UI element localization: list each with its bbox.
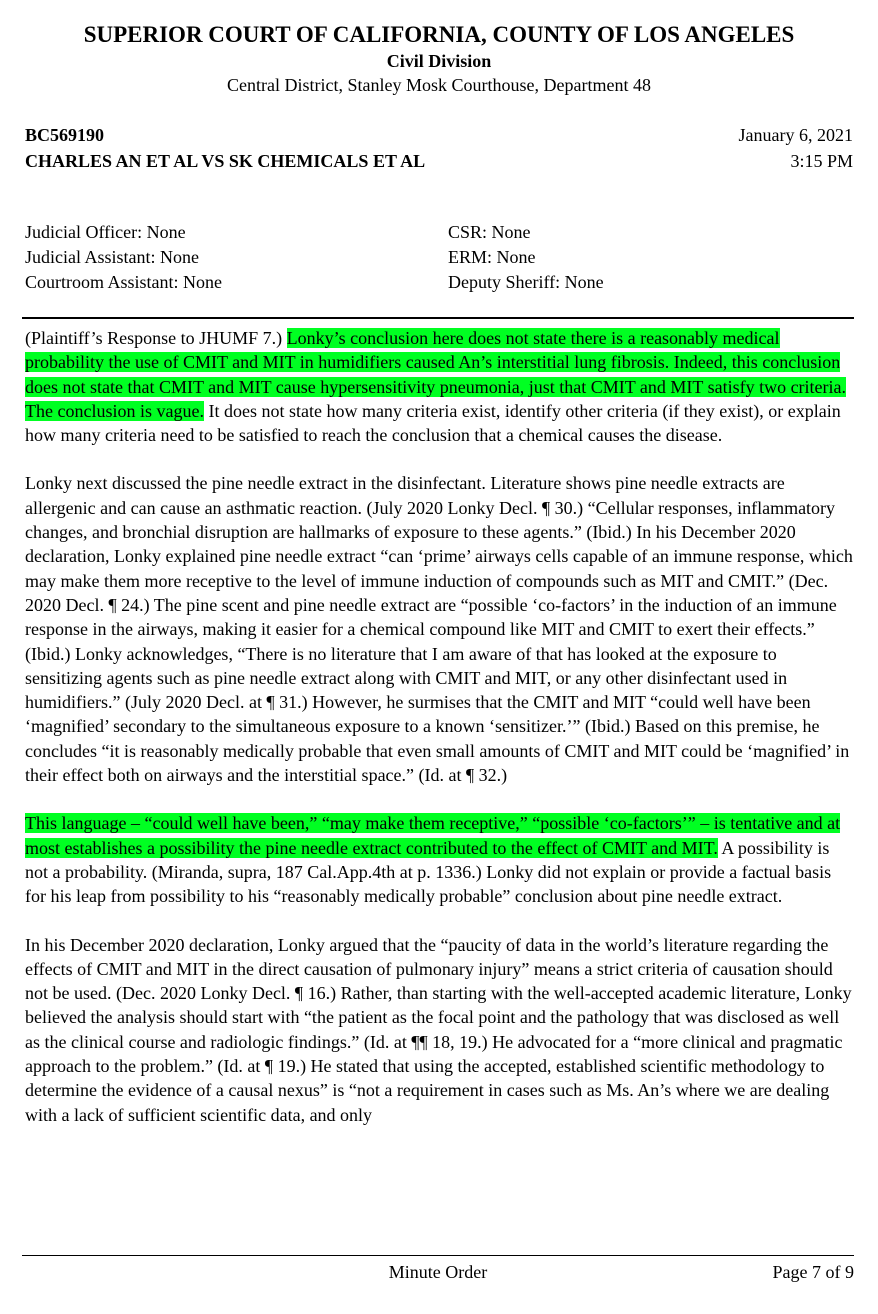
highlighted-text: This language – “could well have been,” “may make them receptive,” “possible ‘co-factors’” – is tentative and at most establishes a possibility the pine needle extract contributed to the effect of CMIT and MIT. [25, 813, 841, 858]
officers-row [25, 270, 604, 295]
paragraph: Lonky next discussed the pine needle extract in the disinfectant. Literature shows pine needle extracts are allergenic and can cause an asthmatic reaction. (July 2020 Lonky Decl. ¶ 30.) “Cellular responses, inflammatory changes, and bronchial disruption are hallmarks of exposure to these agents.” (Ibid.) In his December 2020 declaration, Lonky explained pine needle extract “can ‘prime’ airways cells capable of an immune response, which may make them more receptive to the level of immune induction of compounds such as MIT and CMIT.” (Dec. 2020 Decl. ¶ 24.) The pine scent and pine needle extract are “possible ‘co-factors’ in the induction of an immune response in the airways, making it easier for a chemical compound like MIT and CMIT to exert their effects.” (Ibid.) Lonky acknowledges, “There is no literature that I am aware of that has looked at the exposure to sensitizing agents such as pine needle extract along with CMIT and MIT, or any other disinfectant used in humidifiers.” (July 2020 Decl. at ¶ 31.) However, he surmises that the CMIT and MIT “could well have been ‘magnified’ secondary to the simultaneous exposure to a known ‘sensitizer.’” (Ibid.) Based on this premise, he concludes “it is reasonably medically probable that even small amounts of CMIT and MIT could be ‘magnified’ in their effect both on airways and the interstitial space.” (Id. at ¶ 32.) [25, 473, 853, 786]
case-info [25, 122, 425, 174]
footer-title: Minute Order [388, 1262, 488, 1282]
paragraph [25, 326, 855, 447]
page-footer [22, 1255, 854, 1282]
erm: ERM: None [448, 247, 536, 267]
header-divider [22, 317, 854, 319]
division-name: Civil Division [386, 51, 492, 71]
paragraph: In his December 2020 declaration, Lonky argued that the “paucity of data in the world’s literature regarding the effects of CMIT and MIT in the direct causation of pulmonary injury” means a strict criteria of causation should not be used. (Dec. 2020 Lonky Decl. ¶ 16.) Rather, than starting with the well-accepted academic literature, Lonky believed the analysis should start with “the patient as the focal point and the pathology that was disclosed as well as the clinical course and radiologic findings.” (Id. at ¶¶ 18, 19.) He advocated for a “more clinical and pragmatic approach to the problem.” (Id. at ¶ 19.) He stated that using the accepted, established scientific methodology to determine the evidence of a causal nexus” is “not a requirement in cases such as Ms. An’s where we are dealing with a lack of sufficient scientific data, and only [25, 934, 852, 1125]
officers-row [25, 245, 604, 270]
case-number: BC569190 [25, 125, 105, 145]
paragraph-text: A possibility is not a probability. (Miranda, supra, 187 Cal.App.4th at p. 1336.) Lonky did not explain or provide a factual basis for his leap from possibility to his “reasonably medically probable” conclusion about pine needle extract. [25, 837, 832, 907]
officers-row [25, 220, 604, 245]
highlighted-text: Lonky’s conclusion here does not state there is a reasonably medical probability the use of CMIT and MIT in humidifiers caused An’s interstitial lung fibrosis. Indeed, this conclusion does not state that CMIT and MIT cause hypersensitivity pneumonia, just that CMIT and MIT satisfy two criteria. The conclusion is vague. [25, 328, 847, 421]
judicial-assistant: Judicial Assistant: None [25, 247, 199, 267]
officers-block [25, 220, 604, 295]
paragraph-text: It does not state how many criteria exist, identify other criteria (if they exist), or explain how many criteria need to be satisfied to reach the conclusion that a chemical causes the disease. [25, 400, 841, 446]
case-time: 3:15 PM [790, 151, 853, 171]
deputy-sheriff: Deputy Sheriff: None [448, 272, 604, 292]
document-header [0, 20, 878, 98]
case-date: January 6, 2021 [738, 125, 853, 145]
case-datetime [739, 122, 853, 174]
judicial-officer: Judicial Officer: None [25, 222, 186, 242]
court-name: SUPERIOR COURT OF CALIFORNIA, COUNTY OF LOS ANGELES [83, 22, 795, 47]
page-number: Page 7 of 9 [772, 1262, 854, 1282]
document-body [25, 326, 855, 1151]
csr: CSR: None [448, 222, 531, 242]
paragraph-text: (Plaintiff’s Response to JHUMF 7.) [25, 328, 287, 348]
case-title: CHARLES AN ET AL VS SK CHEMICALS ET AL [25, 151, 426, 171]
courtroom-assistant: Courtroom Assistant: None [25, 272, 222, 292]
paragraph [25, 811, 855, 908]
district-name: Central District, Stanley Mosk Courthouse, Department 48 [227, 75, 651, 95]
